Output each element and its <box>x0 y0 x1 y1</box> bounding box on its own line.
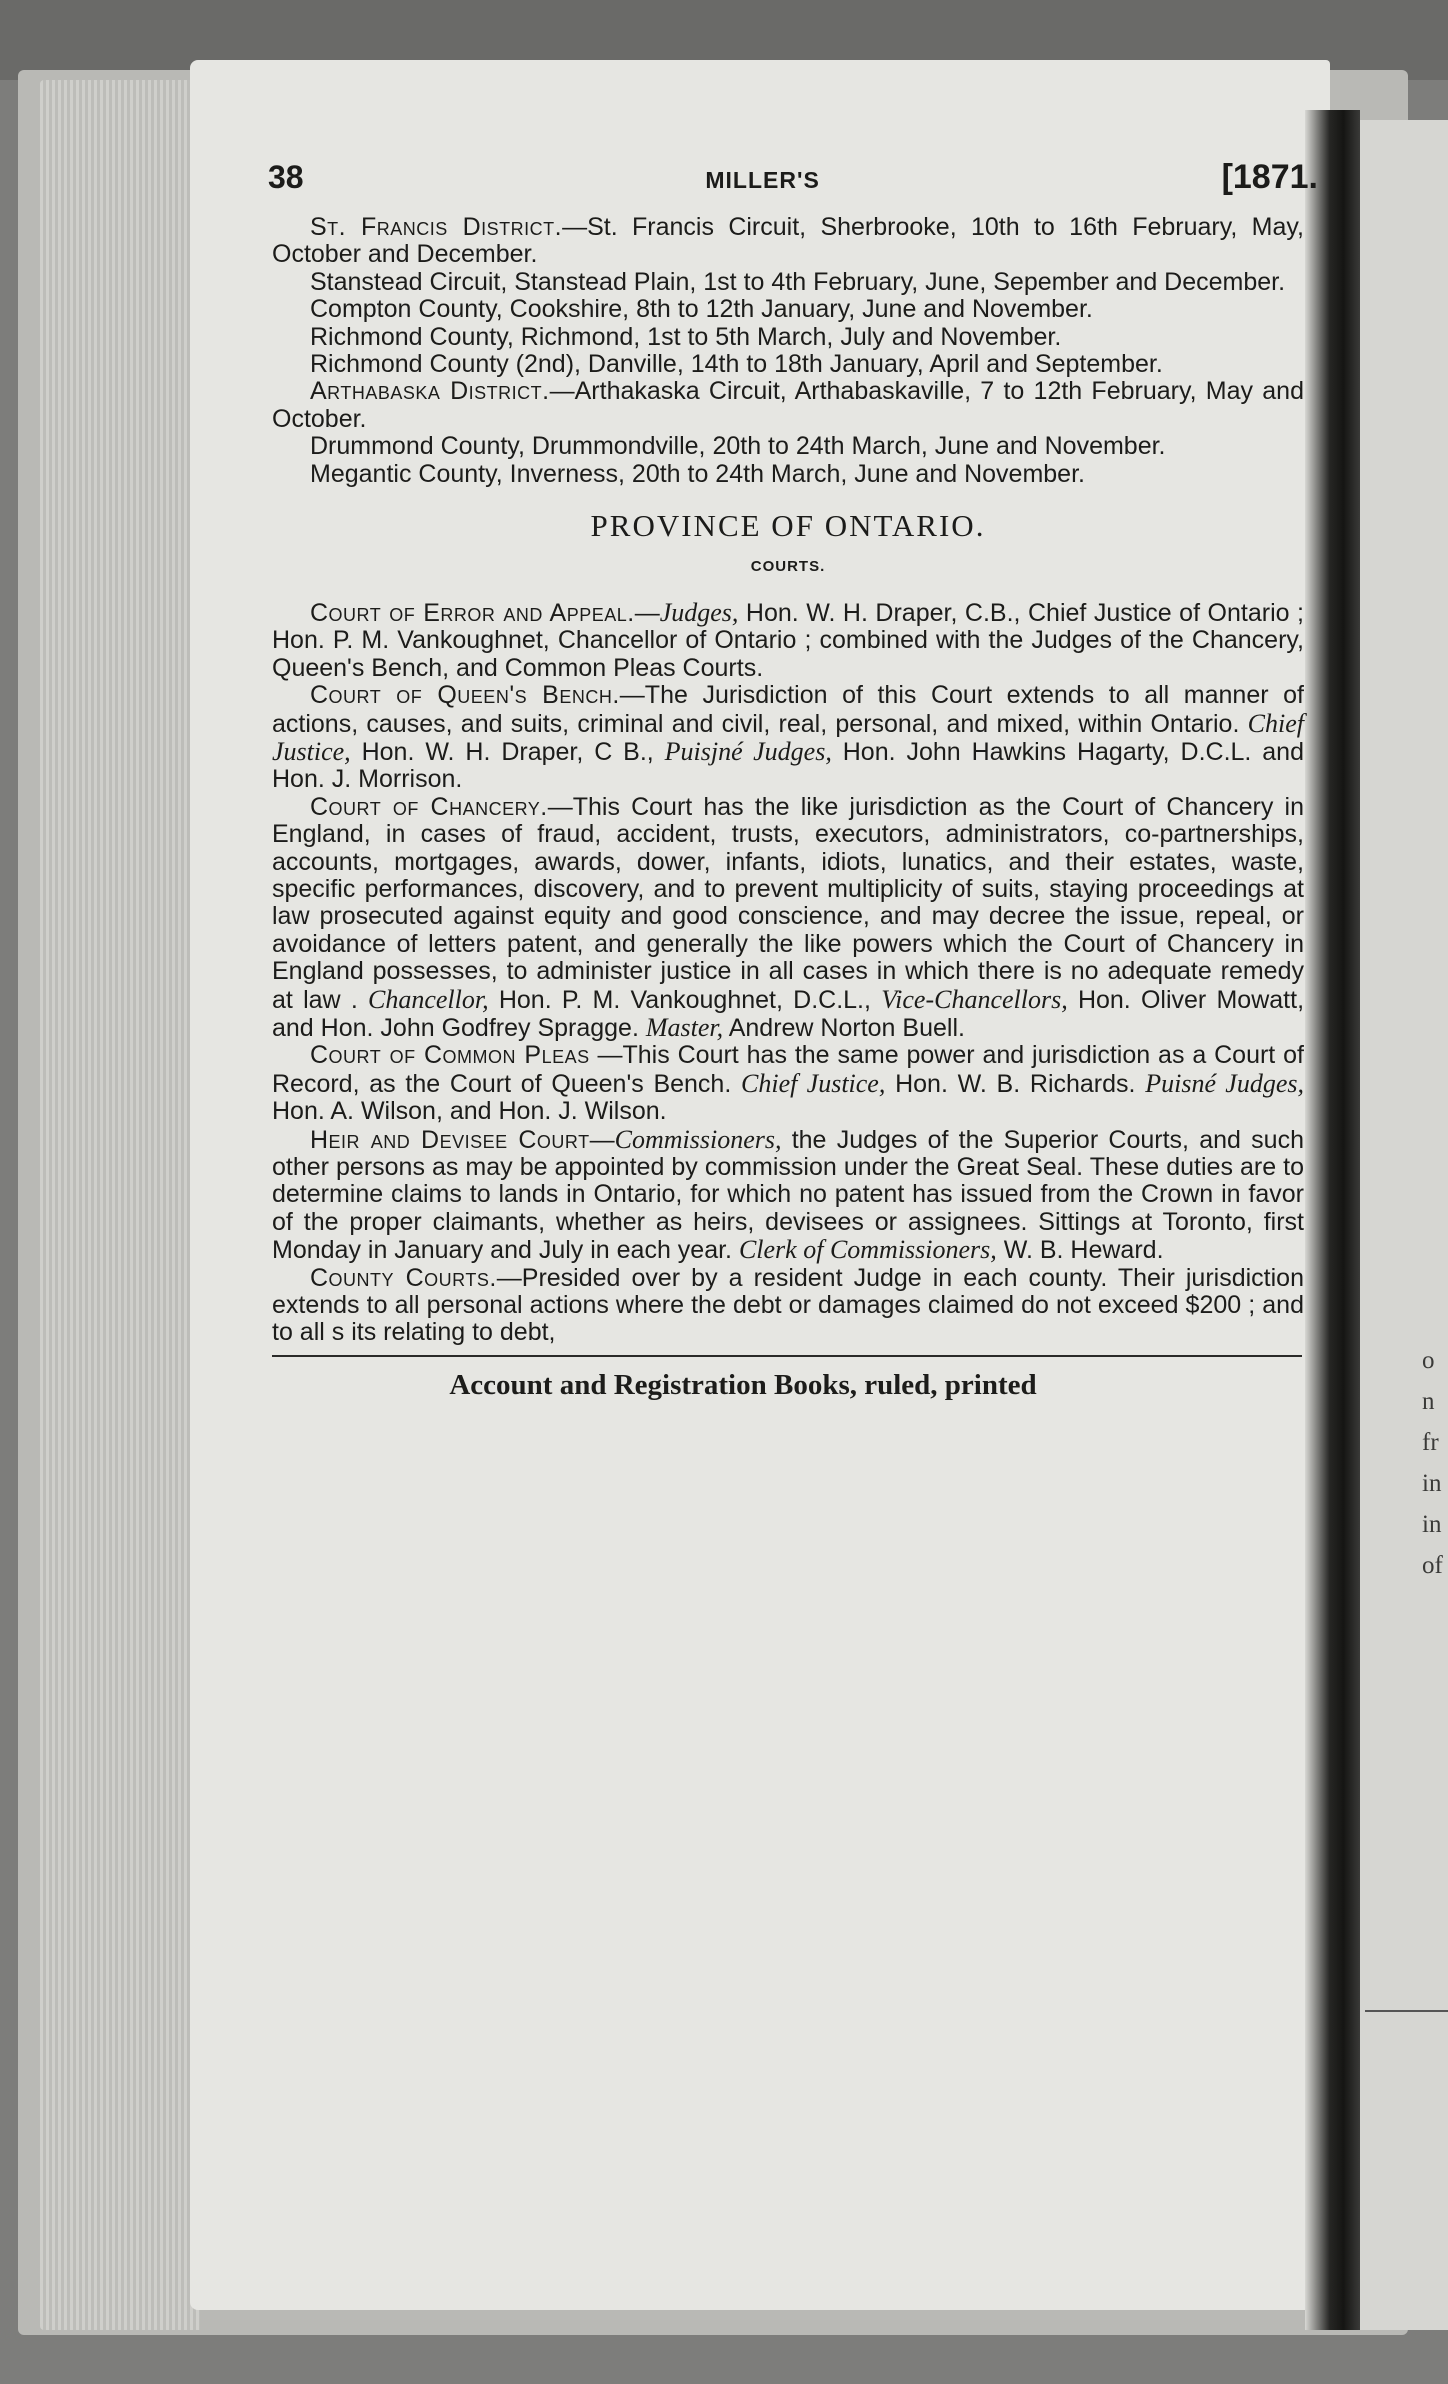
footer-advertisement: Account and Registration Books, ruled, printed <box>449 1368 1037 1401</box>
italic-term: Master, <box>645 1012 724 1042</box>
paragraph-richmond <box>272 324 1304 351</box>
paragraph-richmond-2nd <box>272 351 1304 378</box>
paragraph-compton <box>272 296 1304 323</box>
paragraph-text: — <box>589 1125 615 1154</box>
district-heading: Arthabaska District. <box>310 377 550 406</box>
district-heading: St. Francis District. <box>310 213 563 241</box>
paragraph-drummond <box>272 433 1304 460</box>
facing-page-line: o <box>1422 1347 1435 1374</box>
paragraph-megantic <box>272 461 1304 488</box>
paragraph-queens-bench <box>272 682 1304 794</box>
facing-page-rule <box>1365 2010 1448 2012</box>
italic-term: Chief Justice, <box>741 1068 886 1098</box>
court-heading: Court of Error and Appeal. <box>310 598 635 627</box>
section-subtitle: COURTS. <box>750 558 826 576</box>
paragraph-text: Richmond County, Richmond, 1st to 5th March, July and November. <box>310 322 1062 351</box>
paragraph-text: the Judges of the Superior Courts, and such other persons as may be appointed by commission under the Great Seal. These duties are to determine claims to lands in Ontario, for which no patent has issued from the Crown in favor of the proper claimants, whether as heirs, devisees or assignees. Sittings at Toronto, first Monday in January and July in each year. <box>272 1125 1304 1265</box>
paragraph-text: — <box>634 598 660 627</box>
court-heading: Court of Common Pleas <box>310 1041 590 1070</box>
paragraph-text: Hon. A. Wilson, and Hon. J. Wilson. <box>272 1097 667 1126</box>
italic-term: Chancellor, <box>368 984 489 1014</box>
page-number: 38 <box>268 159 304 195</box>
italic-term: Commissioners, <box>614 1124 782 1154</box>
page-content <box>268 158 1318 1402</box>
facing-page <box>1360 120 1448 2330</box>
facing-page-line: in <box>1422 1511 1442 1538</box>
paragraph-st-francis <box>272 214 1304 269</box>
paragraph-text: Hon. John Hawkins Hagarty, D.C.L. and Hon. J. Morrison. <box>272 737 1304 794</box>
page-header <box>268 158 1318 214</box>
court-heading: Heir and Devisee Court <box>310 1125 590 1154</box>
facing-page-line: n <box>1422 1388 1435 1415</box>
paragraph-text: Richmond County (2nd), Danville, 14th to 18th January, April and September. <box>310 350 1163 379</box>
paragraph-heir-devisee <box>272 1126 1304 1265</box>
paragraph-text: Hon. P. M. Vankoughnet, D.C.L., <box>488 985 882 1014</box>
paragraph-text: Megantic County, Inverness, 20th to 24th March, June and November. <box>310 459 1085 488</box>
paragraph-text: —The Jurisdiction of this Court extends to all manner of actions, causes, and suits, criminal and civil, real, personal, and mixed, within Ontario. <box>272 681 1304 738</box>
paragraph-text: —St. Francis Circuit, Sherbrooke, 10th to 16th February, May, October and December. <box>272 213 1304 269</box>
court-heading: Court of Chancery. <box>310 792 548 821</box>
paragraph-text: —Arthakaska Circuit, Arthabaskaville, 7 to 12th February, May and October. <box>272 377 1304 433</box>
footer-rule <box>272 1355 1302 1357</box>
italic-term: Puisné Judges, <box>1145 1068 1304 1098</box>
facing-page-line: fr <box>1422 1429 1439 1456</box>
page-edges <box>40 80 200 2330</box>
paragraph-arthabaska <box>272 378 1304 433</box>
running-title: MILLER'S <box>705 167 820 193</box>
italic-term: Puisjné Judges, <box>664 736 832 766</box>
paragraph-text: Compton County, Cookshire, 8th to 12th January, June and November. <box>310 295 1093 324</box>
italic-term: Clerk of Commissioners, <box>738 1235 997 1265</box>
italic-term: Judges, <box>659 597 739 627</box>
paragraph-text: W. B. Heward. <box>996 1236 1164 1265</box>
italic-term: Chief Justice, <box>272 708 1304 766</box>
paragraph-chancery <box>272 794 1304 1043</box>
paragraph-text: —This Court has the same power and jurisdiction as a Court of Record, as the Court of Queen's Bench. <box>272 1041 1304 1098</box>
paragraph-text: Drummond County, Drummondville, 20th to 24th March, June and November. <box>310 432 1166 461</box>
paragraph-text: Hon. W. H. Draper, C.B., Chief Justice of Ontario ; Hon. P. M. Vankoughnet, Chancellor of Ontario ; combined with the Judges of the Chancery, Queen's Bench, and Common Pleas Courts. <box>272 598 1304 682</box>
paragraph-text: Hon. Oliver Mowatt, and Hon. John Godfrey Spragge. <box>272 985 1305 1042</box>
facing-page-line: of <box>1422 1552 1443 1579</box>
paragraph-stanstead <box>272 269 1304 296</box>
paragraph-common-pleas <box>272 1042 1304 1125</box>
paragraph-text: Andrew Norton Buell. <box>723 1013 965 1042</box>
book-spine <box>1305 110 1360 2330</box>
italic-term: Vice-Chancellors, <box>881 984 1068 1014</box>
paragraph-text: Stanstead Circuit, Stanstead Plain, 1st to 4th February, June, Sepember and December. <box>310 267 1286 296</box>
paragraph-text: Hon. W. H. Draper, C B., <box>350 737 665 766</box>
body-text <box>272 214 1304 1347</box>
court-heading: Court of Queen's Bench. <box>310 681 620 710</box>
header-year: [1871. <box>1221 158 1318 196</box>
section-title: PROVINCE OF ONTARIO. <box>590 508 986 544</box>
paragraph-county-courts <box>272 1265 1304 1347</box>
paragraph-text: —This Court has the like jurisdiction as the Court of Chancery in England, in cases of fraud, accident, trusts, executors, administrators, co-partnerships, accounts, mortgages, awards, dower, infants, idiots, lunatics, and their estates, waste, specific performances, discovery, and to prevent multiplicity of suits, staying proceedings at law prosecuted against equity and good conscience, and may decree the issue, repeal, or avoidance of letters patent, and generally the like powers which the Court of Chancery in England possesses, to administer justice in all cases in which there is no adequate remedy at law . <box>272 792 1304 1014</box>
facing-page-text <box>1422 1340 1448 1586</box>
facing-page-line: in <box>1422 1470 1442 1497</box>
paragraph-error-appeal <box>272 599 1304 682</box>
court-heading: County Courts. <box>310 1263 497 1292</box>
paragraph-text: Hon. W. B. Richards. <box>885 1069 1146 1098</box>
paragraph-text: —Presided over by a resident Judge in each county. Their jurisdiction extends to all personal actions where the debt or damages claimed do not exceed $200 ; and to all s its relating to debt, <box>272 1263 1304 1347</box>
